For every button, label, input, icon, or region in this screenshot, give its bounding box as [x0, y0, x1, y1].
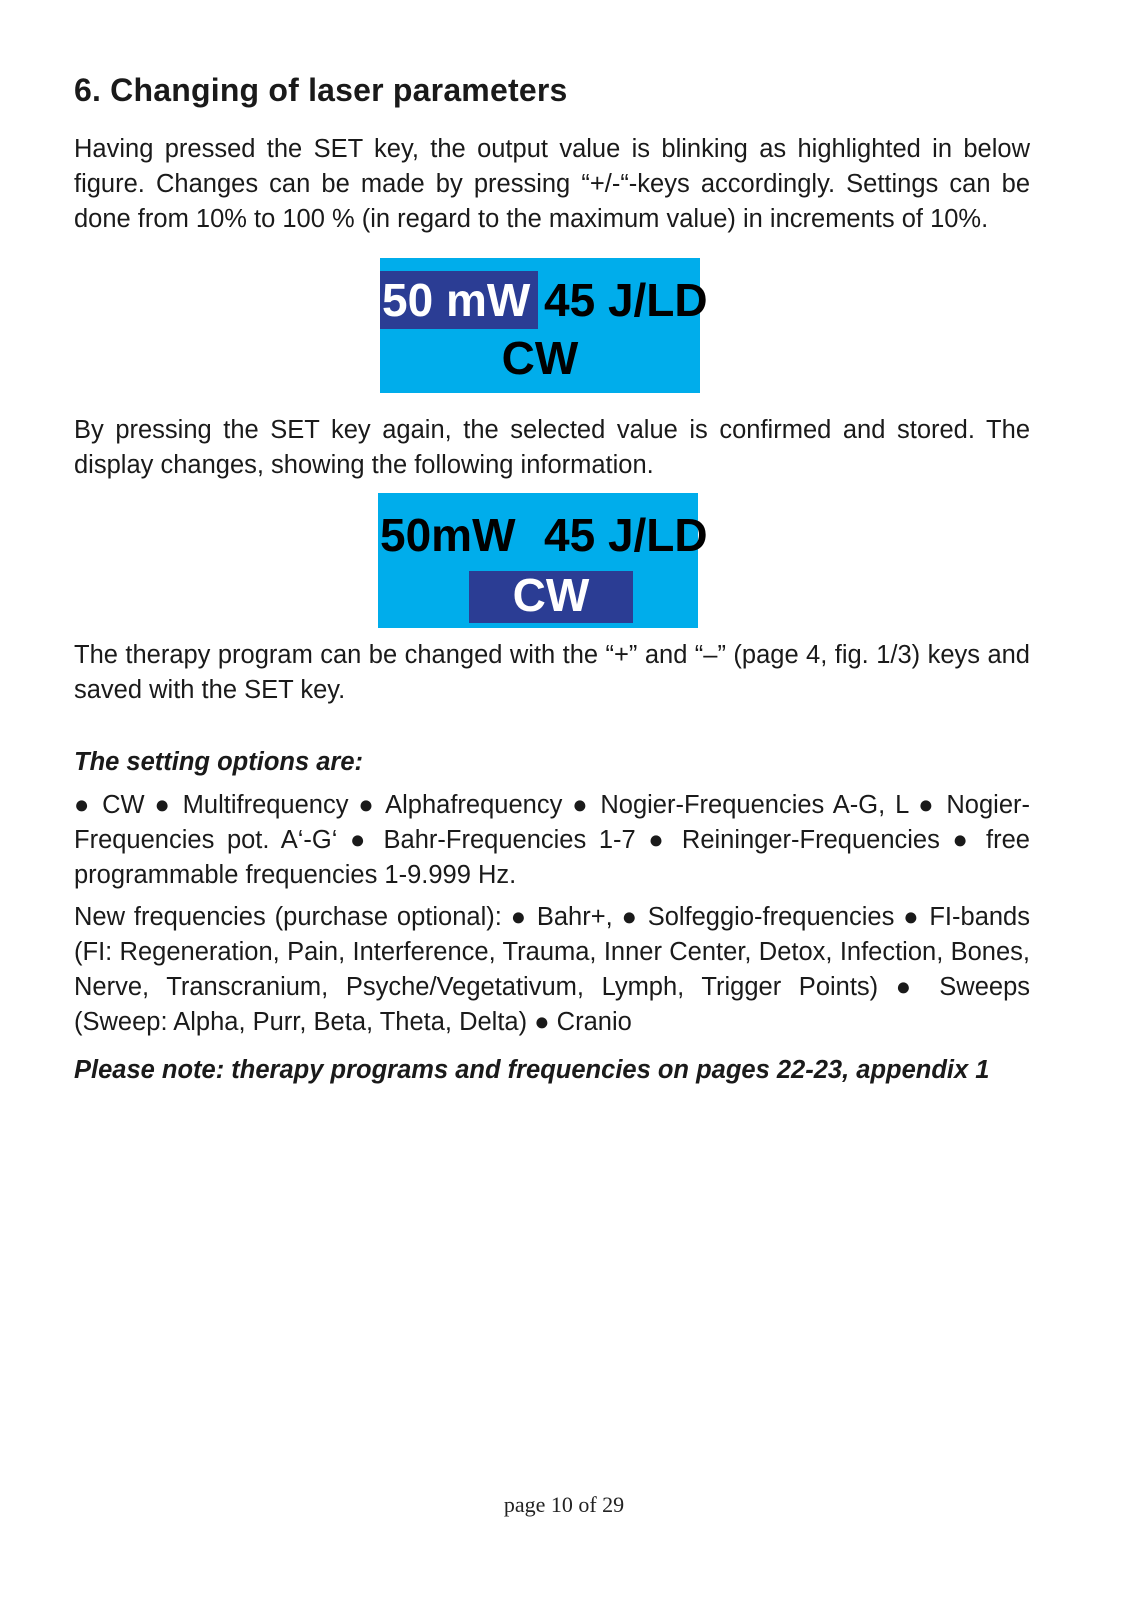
options-list: ● CW ● Multifrequency ● Alphafrequency ● Nogier-Frequencies A-G, L ● Nogier-Frequencies pot. A‘-G‘ ● Bahr-Frequencies 1-7 ● Reininger-Frequencies ● free programmable frequencies 1-9.999 Hz.	[74, 791, 1030, 889]
program-paragraph: The therapy program can be changed with the “+” and “–” (page 4, fig. 1/3) keys and saved with the SET key.	[74, 641, 1030, 704]
display-mode-value: CW	[512, 569, 590, 621]
options-heading: The setting options are:	[74, 748, 364, 776]
display-power-value: 50 mW	[382, 274, 531, 326]
lcd-display-power-selected	[380, 258, 708, 393]
new-frequencies-paragraph: New frequencies (purchase optional): ● Bahr+, ● Solfeggio-frequencies ● FI-bands (FI: Regeneration, Pain, Interference, Trauma, Inner Center, Detox, Infection, Bones, Nerve, Transcranium, Psyche/Vegetativum, Lymph, Trigger Points) ● Sweeps (Sweep: Alpha, Purr, Beta, Theta, Delta) ● Cranio	[74, 903, 1030, 1036]
intro-paragraph: Having pressed the SET key, the output value is blinking as highlighted in below figure. Changes can be made by pressing “+/-“-keys accordingly. Settings can be done from 10% to 100 % (in regard to the maximum value) in increments of 10%.	[74, 135, 1030, 233]
display-power-value: 50mW	[380, 509, 516, 561]
lcd-display-mode-selected	[378, 493, 708, 628]
display-mode-value: CW	[501, 332, 579, 384]
page-number: page 10 of 29	[503, 1492, 625, 1517]
confirm-paragraph: By pressing the SET key again, the selected value is confirmed and stored. The display changes, showing the following information.	[74, 416, 1030, 479]
display-dose-value: 45 J/LD	[544, 509, 708, 561]
display-dose-value: 45 J/LD	[544, 274, 708, 326]
note-paragraph: Please note: therapy programs and frequencies on pages 22-23, appendix 1	[74, 1056, 990, 1084]
section-heading: 6. Changing of laser parameters	[74, 72, 568, 108]
